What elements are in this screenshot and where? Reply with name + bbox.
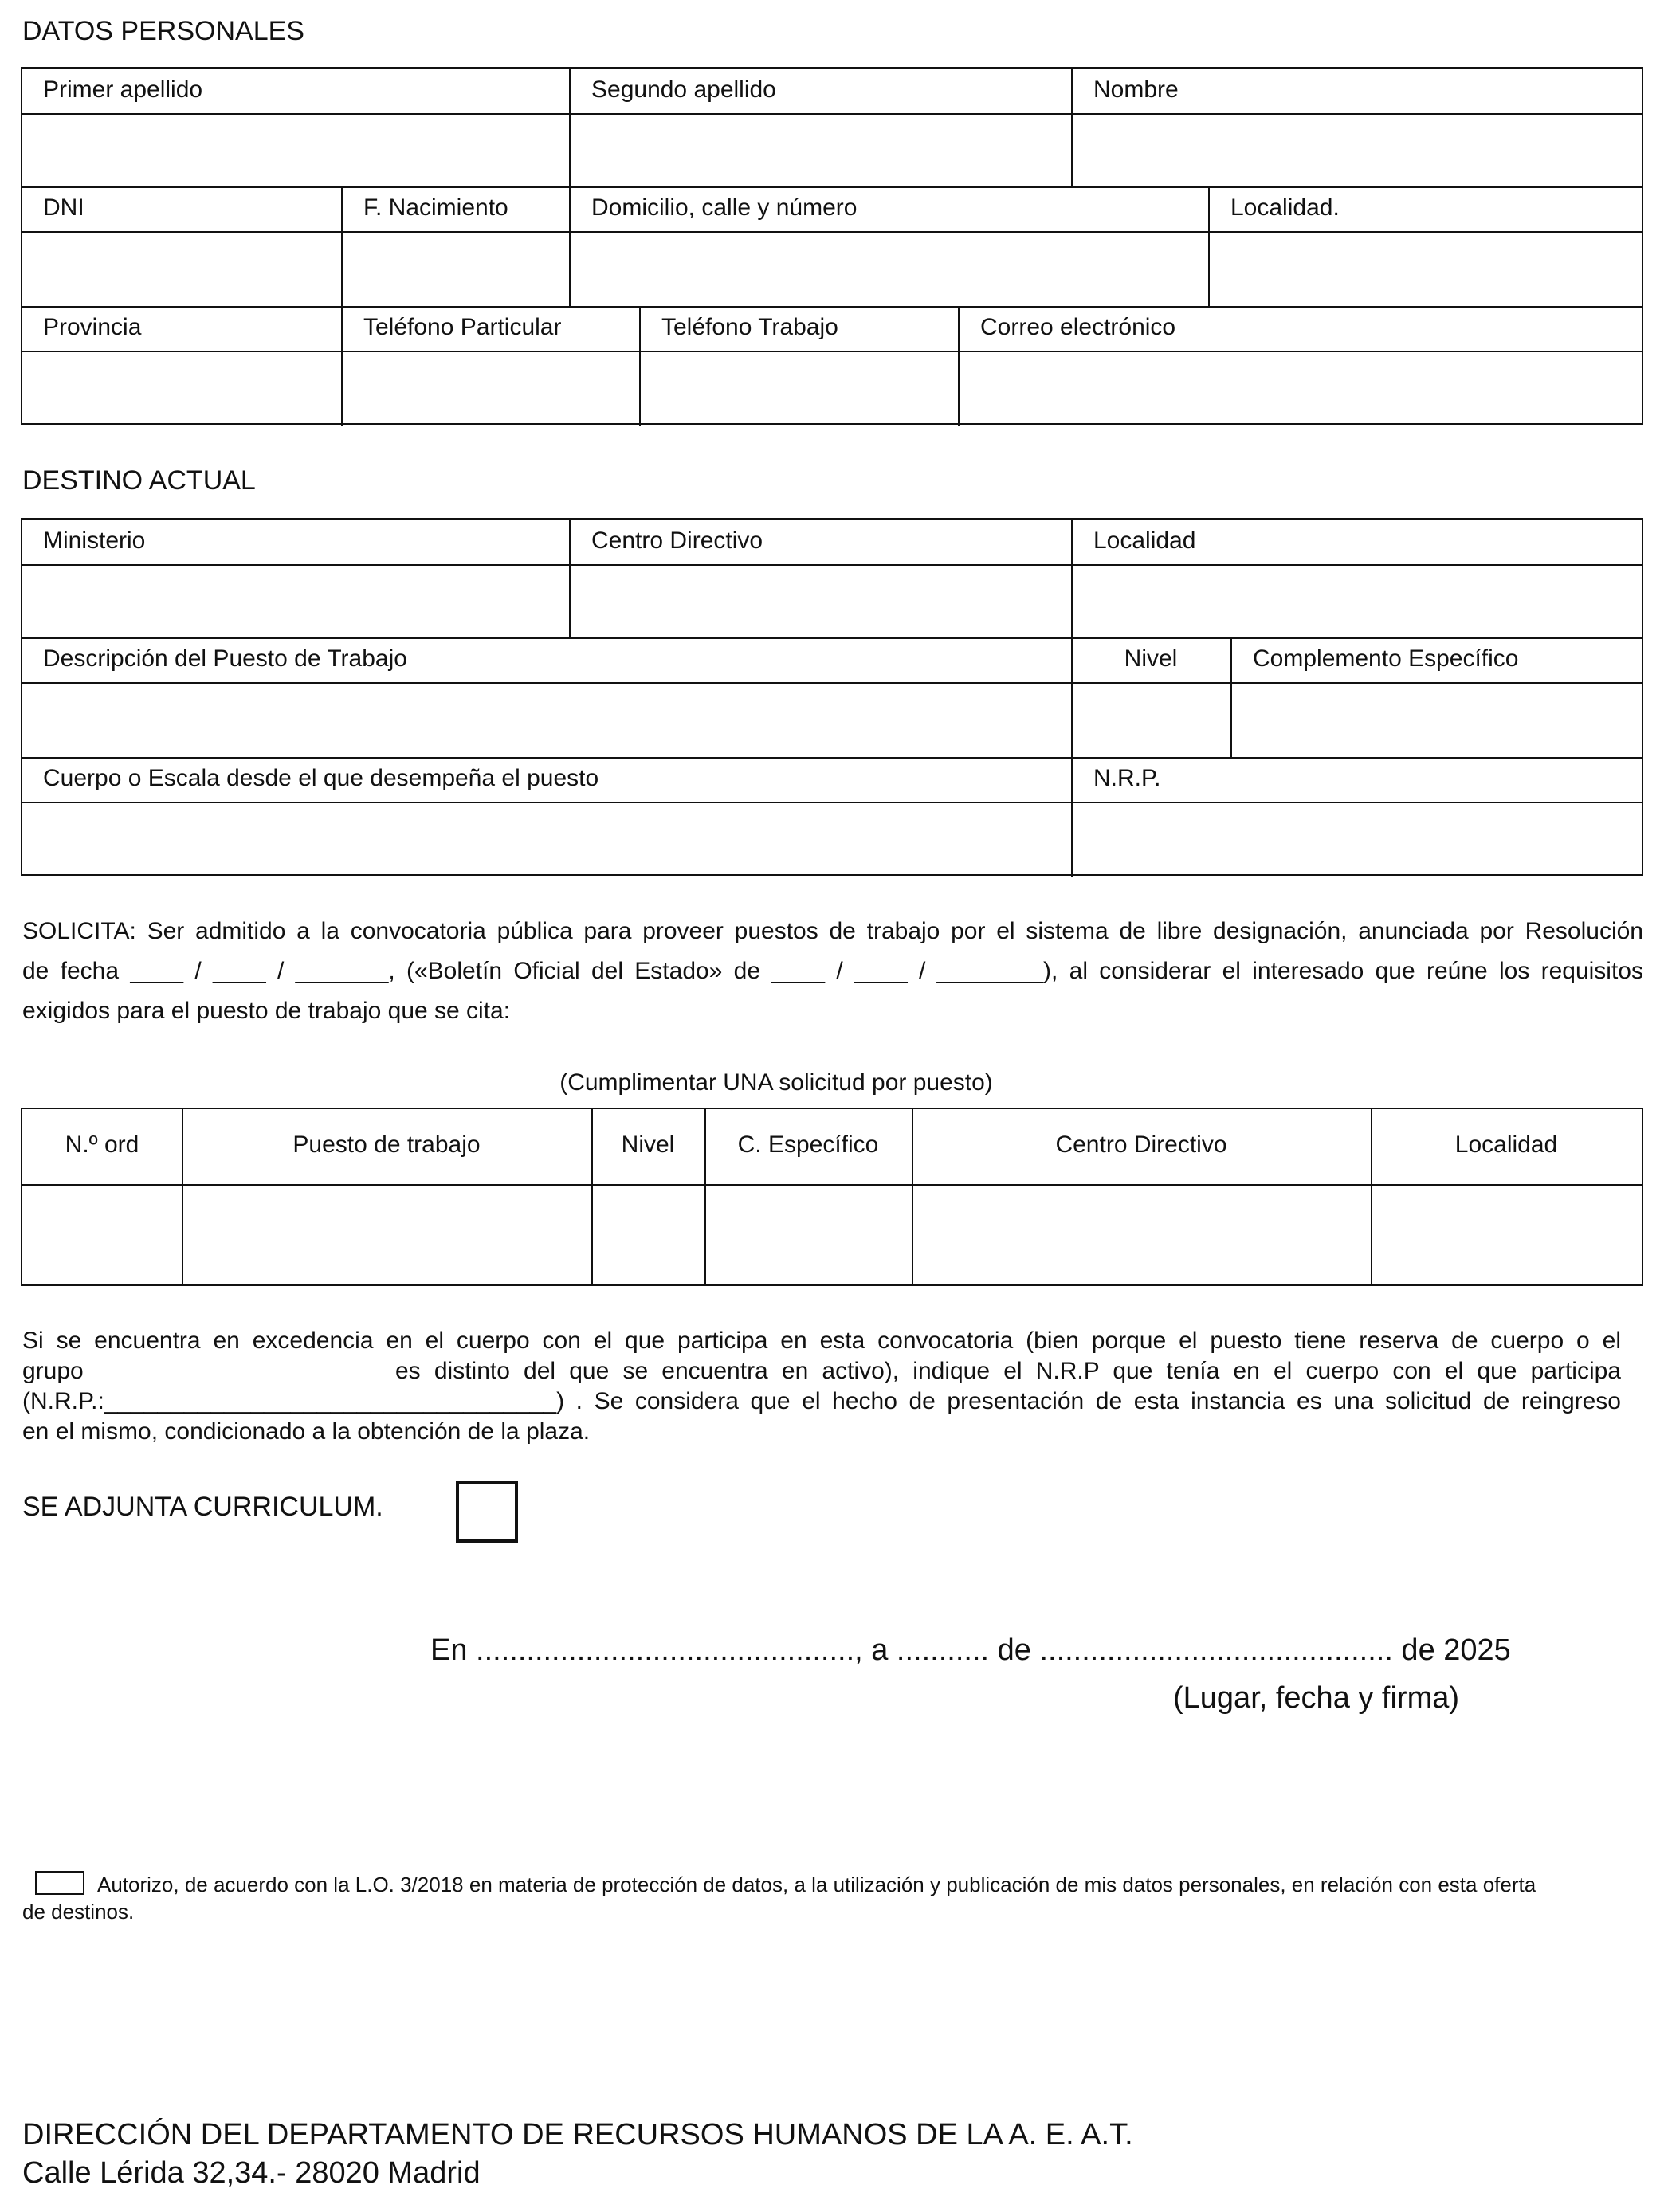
label-nrp: N.R.P. bbox=[1093, 765, 1161, 791]
correo-field[interactable] bbox=[960, 352, 1642, 424]
nrp-field[interactable] bbox=[1073, 803, 1642, 875]
label-complemento-especifico: Complemento Específico bbox=[1253, 645, 1519, 672]
solicita-paragraph bbox=[22, 912, 1643, 1031]
excedencia-line bbox=[22, 1356, 1621, 1386]
label-telefono-trabajo: Teléfono Trabajo bbox=[661, 314, 838, 340]
col-header-c-especifico: C. Específico bbox=[737, 1131, 879, 1158]
complemento-especifico-field[interactable] bbox=[1232, 684, 1642, 755]
nivel-puesto-field[interactable] bbox=[593, 1186, 704, 1284]
col-header-puesto-trabajo: Puesto de trabajo bbox=[292, 1131, 481, 1158]
solicita-line: de fecha ____ / ____ / _______, («Boletín Oficial del Estado» de ____ / ____ / ________), al considerar el interesado que reúne los requisitos bbox=[22, 958, 1643, 984]
label-cuerpo-escala: Cuerpo o Escala desde el que desempeña el puesto bbox=[43, 765, 599, 791]
provincia-field[interactable] bbox=[22, 352, 341, 424]
domicilio-field[interactable] bbox=[571, 233, 1208, 304]
telefono-trabajo-field[interactable] bbox=[641, 352, 958, 424]
col-header-nivel: Nivel bbox=[621, 1131, 675, 1158]
descripcion-puesto-field[interactable] bbox=[22, 684, 1071, 755]
autorizacion-line: de destinos. bbox=[22, 1900, 135, 1924]
puesto-trabajo-field[interactable] bbox=[183, 1186, 591, 1284]
label-descripcion-puesto: Descripción del Puesto de Trabajo bbox=[43, 645, 407, 672]
label-dni: DNI bbox=[43, 194, 84, 221]
label-localidad: Localidad bbox=[1093, 528, 1196, 554]
section-heading-datos-personales: DATOS PERSONALES bbox=[22, 16, 304, 46]
label-correo: Correo electrónico bbox=[980, 314, 1176, 340]
col-header-centro-directivo: Centro Directivo bbox=[1055, 1131, 1227, 1158]
firma-caption: (Lugar, fecha y firma) bbox=[1173, 1681, 1460, 1715]
firma-line: En ............................................., a ........... de .......................................... de 2025 bbox=[430, 1634, 1511, 1667]
col-header-localidad: Localidad bbox=[1454, 1131, 1558, 1158]
excedencia-line: (N.R.P.:__________________________________) . Se considera que el hecho de presentación de esta instancia es una solicitud de reingreso bbox=[22, 1388, 1621, 1414]
solicita-line: exigidos para el puesto de trabajo que se cita: bbox=[22, 998, 511, 1024]
solicita-line: SOLICITA: Ser admitido a la convocatoria pública para proveer puestos de trabajo por el sistema de libre designación, anunciada por Resolución bbox=[22, 918, 1643, 944]
primer-apellido-field[interactable] bbox=[22, 115, 569, 185]
row-divider bbox=[22, 757, 1642, 759]
label-domicilio: Domicilio, calle y número bbox=[591, 194, 858, 221]
autorizacion-checkbox[interactable] bbox=[35, 1871, 84, 1895]
label-f-nacimiento: F. Nacimiento bbox=[363, 194, 508, 221]
label-telefono-particular: Teléfono Particular bbox=[363, 314, 562, 340]
segundo-apellido-field[interactable] bbox=[571, 115, 1071, 185]
label-centro-directivo: Centro Directivo bbox=[591, 528, 763, 554]
f-nacimiento-field[interactable] bbox=[343, 233, 569, 304]
localidad-destino-field[interactable] bbox=[1073, 566, 1642, 636]
puestos-table bbox=[21, 1108, 1643, 1286]
c-especifico-field[interactable] bbox=[706, 1186, 912, 1284]
row-divider bbox=[22, 186, 1642, 188]
localidad-puesto-field[interactable] bbox=[1372, 1186, 1642, 1284]
localidad-field[interactable] bbox=[1210, 233, 1642, 304]
puestos-note: (Cumplimentar UNA solicitud por puesto) bbox=[559, 1069, 993, 1096]
excedencia-line2-text: es distinto del que se encuentra en activo), indique el N.R.P que tenía en el cuerpo con el que participa bbox=[395, 1358, 1621, 1384]
section-heading-destino-actual: DESTINO ACTUAL bbox=[22, 465, 256, 496]
n-ord-field[interactable] bbox=[22, 1186, 182, 1284]
label-nivel: Nivel bbox=[1124, 645, 1178, 672]
autorizacion-line: Autorizo, de acuerdo con la L.O. 3/2018 en materia de protección de datos, a la utilización y publicación de mis datos personales, en relación con esta oferta bbox=[97, 1873, 1536, 1896]
footer-address: Calle Lérida 32,34.- 28020 Madrid bbox=[22, 2156, 481, 2190]
label-segundo-apellido: Segundo apellido bbox=[591, 76, 776, 103]
destino-actual-table bbox=[21, 518, 1643, 876]
centro-directivo-puesto-field[interactable] bbox=[913, 1186, 1371, 1284]
dni-field[interactable] bbox=[22, 233, 341, 304]
nombre-field[interactable] bbox=[1073, 115, 1642, 185]
telefono-particular-field[interactable] bbox=[343, 352, 639, 424]
centro-directivo-field[interactable] bbox=[571, 566, 1071, 636]
col-header-n-ord: N.º ord bbox=[65, 1131, 139, 1158]
row-divider bbox=[22, 306, 1642, 308]
nivel-field[interactable] bbox=[1073, 684, 1230, 755]
label-ministerio: Ministerio bbox=[43, 528, 146, 554]
row-divider bbox=[22, 637, 1642, 639]
label-primer-apellido: Primer apellido bbox=[43, 76, 203, 103]
curriculum-checkbox[interactable] bbox=[456, 1481, 518, 1543]
label-localidad: Localidad. bbox=[1230, 194, 1340, 221]
ministerio-field[interactable] bbox=[22, 566, 569, 636]
datos-personales-table bbox=[21, 67, 1643, 425]
curriculum-label: SE ADJUNTA CURRICULUM. bbox=[22, 1492, 383, 1522]
label-provincia: Provincia bbox=[43, 314, 142, 340]
excedencia-line: Si se encuentra en excedencia en el cuerpo con el que participa en esta convocatoria (bien porque el puesto tiene reserva de cuerpo o el bbox=[22, 1328, 1621, 1354]
excedencia-grupo-word: grupo bbox=[22, 1358, 84, 1384]
label-nombre: Nombre bbox=[1093, 76, 1179, 103]
excedencia-line: en el mismo, condicionado a la obtención de la plaza. bbox=[22, 1418, 591, 1445]
excedencia-paragraph bbox=[22, 1326, 1621, 1447]
footer-direccion: DIRECCIÓN DEL DEPARTAMENTO DE RECURSOS HUMANOS DE LA A. E. A.T. bbox=[22, 2118, 1133, 2151]
cuerpo-escala-field[interactable] bbox=[22, 803, 1071, 875]
